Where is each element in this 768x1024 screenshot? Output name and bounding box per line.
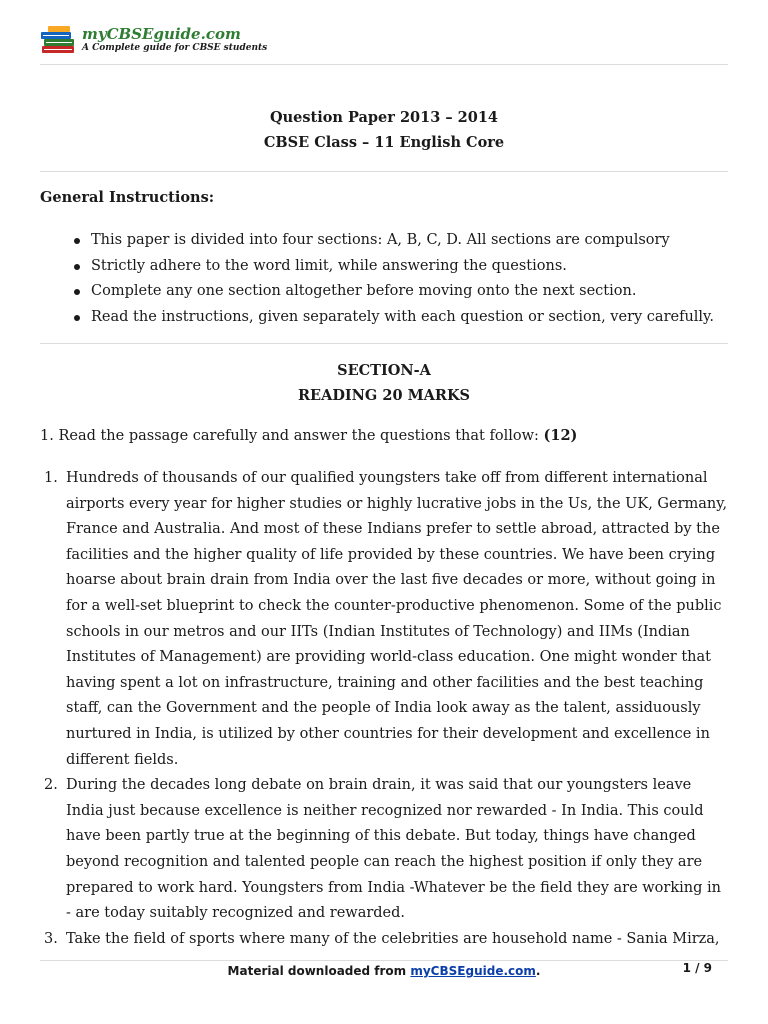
passage-list (40, 466, 728, 952)
footer-link[interactable]: myCBSEguide.com (410, 964, 536, 978)
paragraph-text: Hundreds of thousands of our qualified youngsters take off from different international airports every year for higher studies or highly lucrative jobs in the Us, the UK, Germany, France and Australia. And most of these Indians prefer to settle abroad, attracted by the facilities and the higher quality of life provided by these countries. We have been crying hoarse about brain drain from India over the last five decades or more, without going in for a well-set blueprint to check the counter-productive phenomenon. Some of the public schools in our metros and our IITs (Indian Institutes of Technology) and IIMs (Indian Institutes of Management) are providing world-class education. One might wonder that having spent a lot on infrastructure, training and other facilities and the best teaching staff, can the Government and the people of India look away as the talent, assiduously nurtured in India, is utilized by other countries for their development and excellence in different fields. (66, 470, 728, 768)
bullet-icon (74, 238, 80, 244)
list-item: Read the instructions, given separately with each question or section, very carefully. (40, 305, 728, 331)
instructions-heading: General Instructions: (40, 189, 215, 206)
paragraph-text: Take the field of sports where many of the celebrities are household name - Sania Mirza, (66, 930, 720, 947)
bullet-icon (74, 264, 80, 270)
question-prompt (40, 427, 577, 444)
paragraph-number: 1. (44, 470, 58, 486)
instructions-list (40, 228, 728, 331)
bullet-icon (74, 289, 80, 295)
section-subtitle: READING 20 MARKS (297, 387, 471, 404)
footer-credit: Material downloaded from myCBSEguide.com. (227, 964, 541, 978)
paragraph-text: During the decades long debate on brain drain, it was said that our youngsters leave India just because excellence is neither recognized nor rewarded - In India. This could have been partly true at the beginning of this debate. But today, things have changed beyond recognition and talented people can reach the highest position if only they are prepared to work hard. Youngsters from India -Whatever be the field they are working in - are today suitably recognized and rewarded. (66, 777, 721, 922)
list-item: Strictly adhere to the word limit, while answering the questions. (40, 254, 728, 280)
books-logo-icon (40, 24, 78, 56)
bullet-icon (74, 315, 80, 321)
page-number: 1 / 9 (682, 961, 712, 975)
list-item: This paper is divided into four sections: A, B, C, D. All sections are compulsory (40, 228, 728, 254)
title-divider (40, 171, 728, 172)
logo-name: myCBSEguide.com (82, 25, 241, 43)
paragraph-number: 3. (44, 930, 58, 947)
paragraph-number: 2. (44, 777, 58, 794)
list-item (40, 466, 728, 773)
page-header (40, 22, 728, 64)
paper-subtitle: CBSE Class – 11 English Core (263, 134, 505, 151)
header-divider (40, 64, 728, 65)
footer-divider (40, 960, 728, 961)
page-footer (40, 962, 728, 982)
question-marks: (12) (543, 427, 578, 444)
question-text: 1. Read the passage carefully and answer the questions that follow: (40, 428, 544, 444)
paper-title: Question Paper 2013 – 2014 (269, 109, 499, 126)
list-item (40, 773, 728, 927)
section-title: SECTION-A (337, 362, 431, 379)
site-logo (40, 24, 267, 56)
instructions-divider (40, 343, 728, 344)
list-item: Complete any one section altogether before moving onto the next section. (40, 279, 728, 305)
list-item (40, 927, 728, 953)
logo-tagline: A Complete guide for CBSE students (82, 43, 268, 53)
